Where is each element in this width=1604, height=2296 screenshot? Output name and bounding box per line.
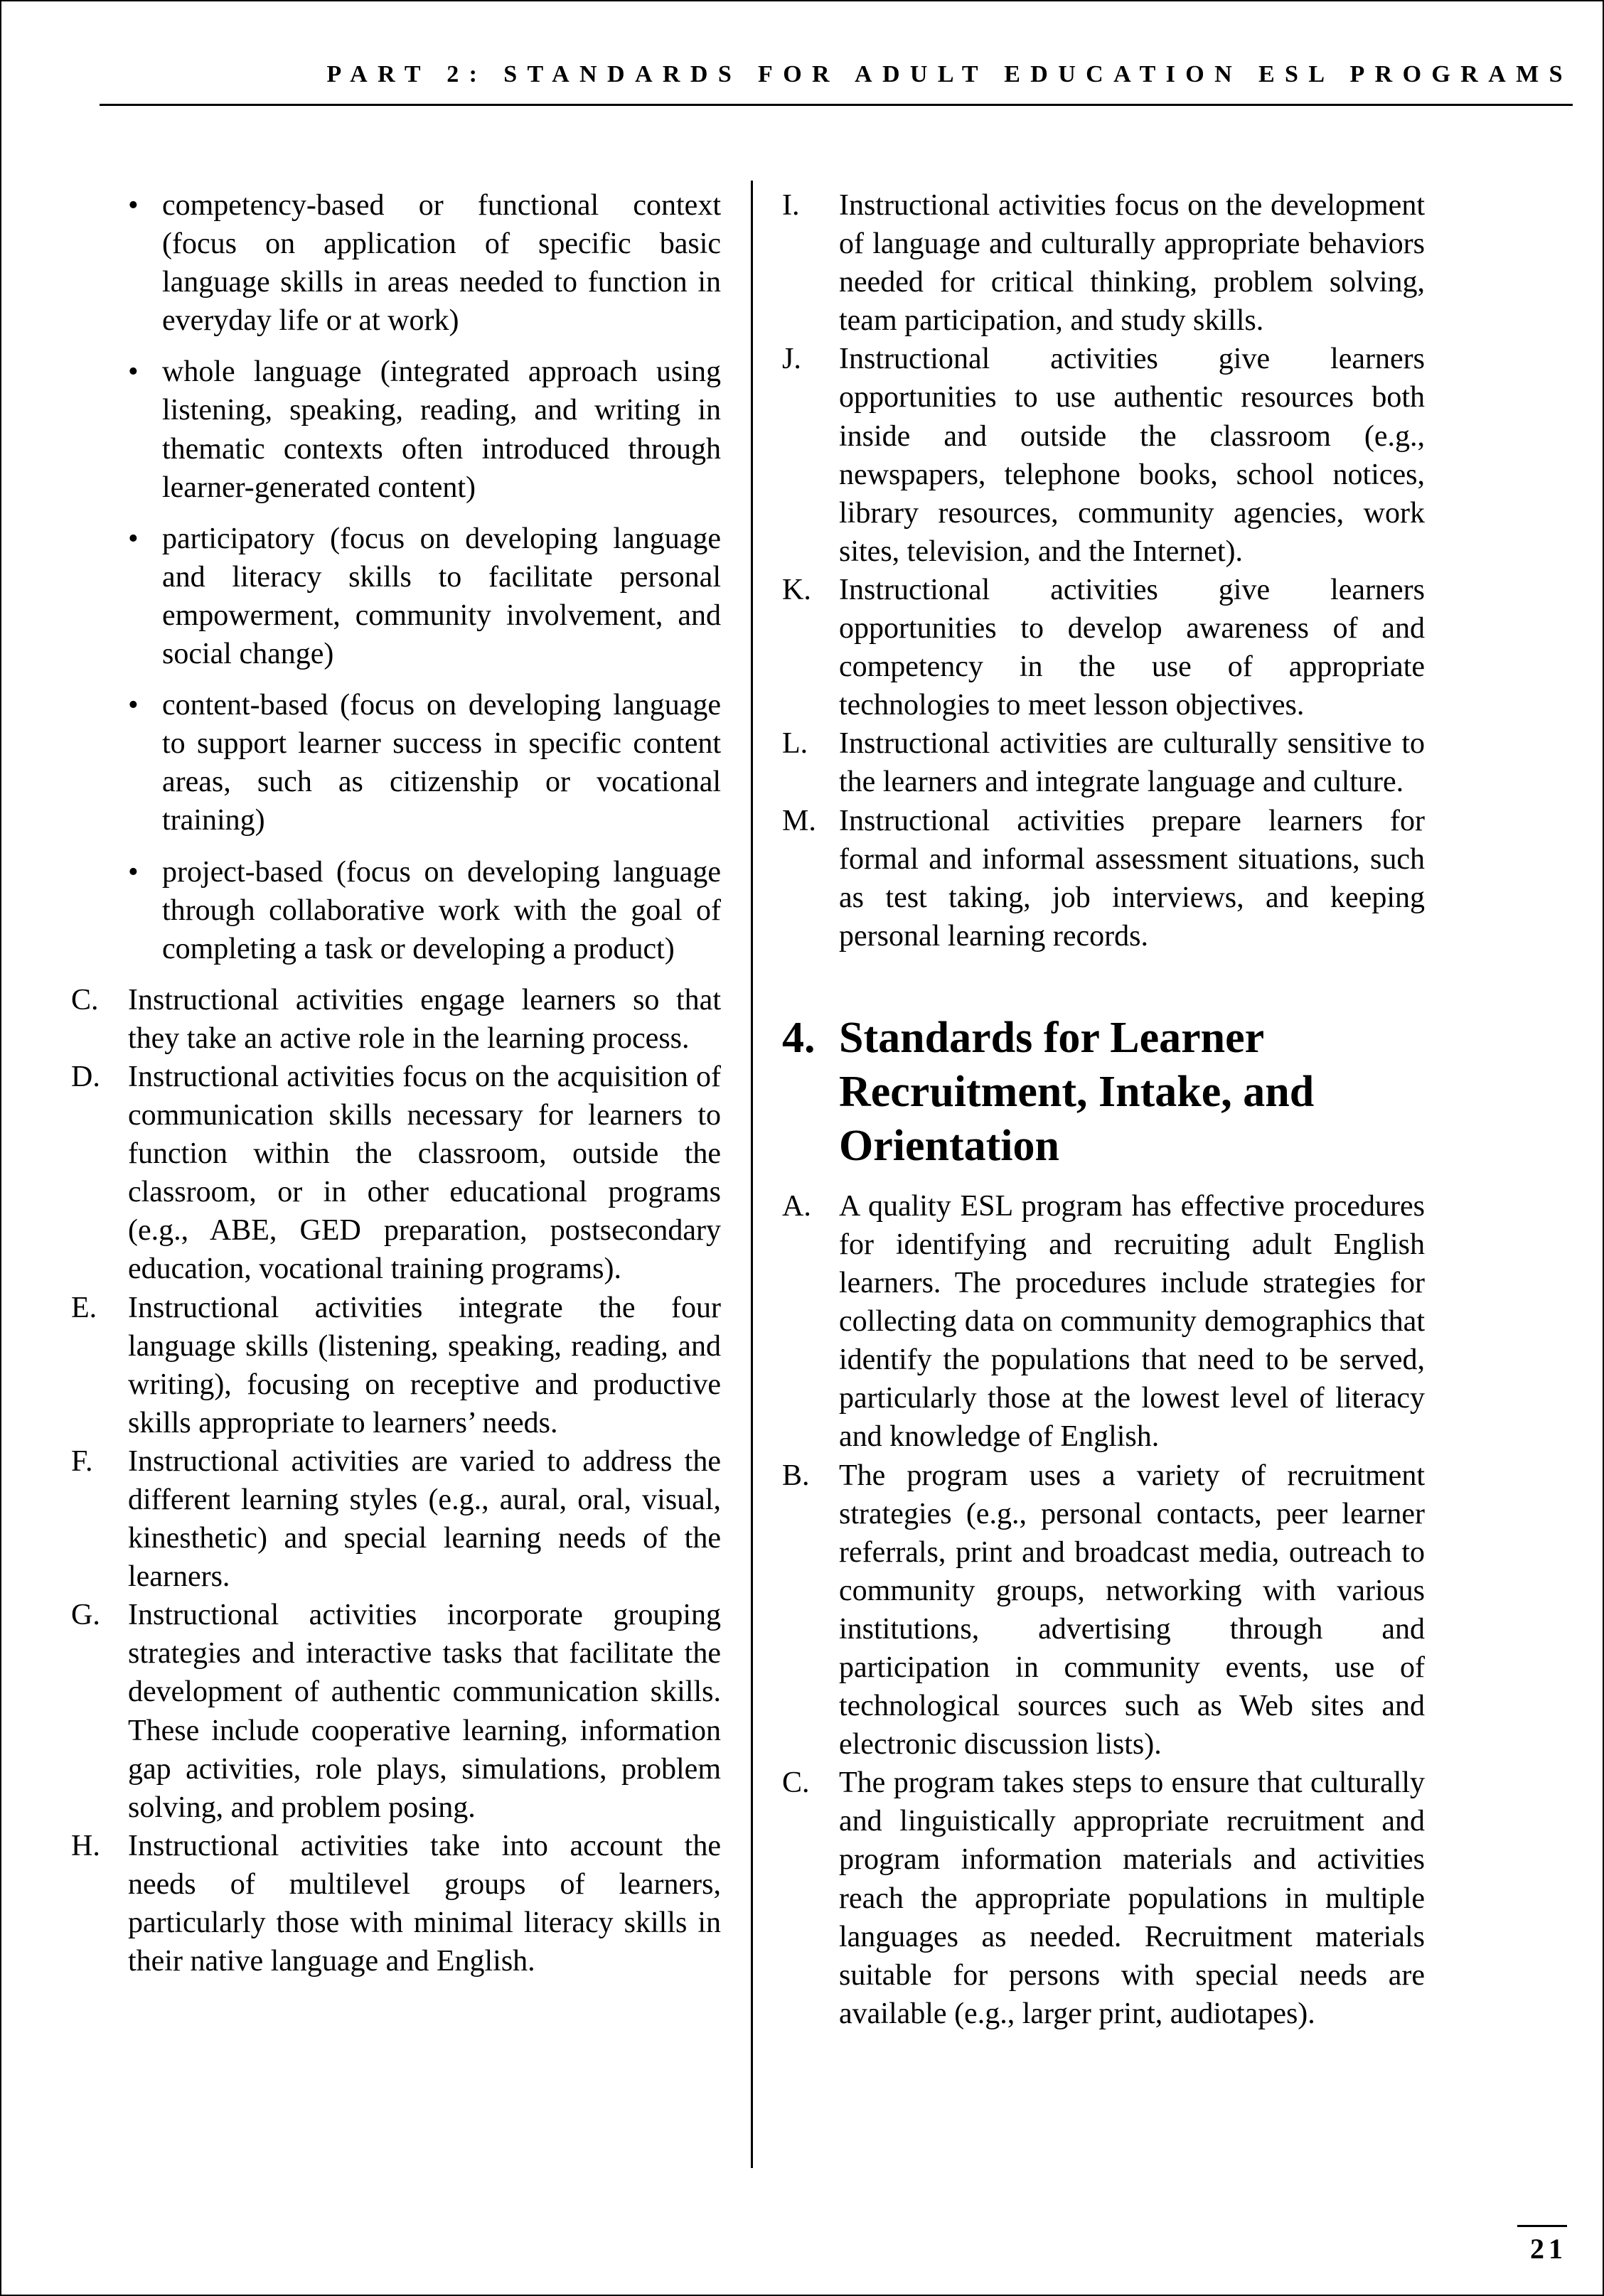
item-letter: L. [782, 727, 808, 761]
page-number: 21 [1530, 2233, 1567, 2265]
item-letter: H. [71, 1829, 100, 1862]
standard-item-c [71, 981, 721, 1058]
recruitment-item-c [782, 1764, 1425, 2033]
recruitment-item-b [782, 1457, 1425, 1764]
item-text: The program uses a variety of recruitment strategies (e.g., personal contacts, peer learner referrals, print and broadcast media, outreach to community groups, networking with various institutions, advertising through and participation in community events, use of technological sources such as Web sites and electronic discussion lists). [839, 1459, 1425, 1761]
item-text: Instructional activities give learners opportunities to develop awareness of and competency in the use of appropriate technologies to meet lesson objectives. [839, 573, 1425, 722]
bullet-text: whole language (integrated approach using listening, speaking, reading, and writing in thematic contexts often introduced through learner-generated content) [162, 355, 721, 504]
bullet-icon: • [128, 522, 139, 555]
bullet-text: competency-based or functional context (focus on application of specific basic language skills in areas needed to function in everyday life or at work) [162, 189, 721, 338]
standard-item-m [782, 802, 1425, 955]
item-letter: A. [782, 1189, 811, 1223]
right-column [782, 186, 1425, 2033]
section-title: Standards for Learner Recruitment, Intake, and Orientation [839, 1013, 1315, 1170]
running-header: PART 2: STANDARDS FOR ADULT EDUCATION ESL PROGRAMS [100, 61, 1573, 106]
bullet-item [128, 853, 721, 968]
approach-bullet-list [128, 186, 721, 968]
item-text: Instructional activities are culturally sensitive to the learners and integrate language and culture. [839, 727, 1425, 799]
item-letter: E. [71, 1291, 97, 1324]
item-letter: C. [71, 983, 99, 1016]
standard-item-j [782, 340, 1425, 571]
bullet-text: content-based (focus on developing language to support learner success in specific content areas, such as citizenship or vocational training) [162, 689, 721, 837]
item-text: Instructional activities take into account the needs of multilevel groups of learners, particularly those with minimal literacy skills in their native language and English. [128, 1829, 721, 1978]
item-text: Instructional activities are varied to address the different learning styles (e.g., aural, oral, visual, kinesthetic) and special learning needs of the learners. [128, 1444, 721, 1594]
item-letter: D. [71, 1060, 100, 1093]
column-divider [751, 181, 753, 2168]
item-letter: G. [71, 1599, 100, 1632]
standard-item-k [782, 571, 1425, 724]
item-text: Instructional activities engage learners so that they take an active role in the learning process. [128, 983, 721, 1055]
standard-item-g [71, 1596, 721, 1827]
item-letter: J. [782, 343, 801, 376]
item-letter: K. [782, 573, 811, 606]
item-text: Instructional activities focus on the acquisition of communication skills necessary for learners to function within the classroom, outside the classroom, or in other educational programs (e.g., ABE, GED preparation, postsecondary education, vocational training programs). [128, 1060, 721, 1286]
item-text: The program takes steps to ensure that culturally and linguistically appropriate recruitment and program information materials and activities reach the appropriate populations in multiple languages as needed. Recruitment materials suitable for persons with special needs are available (e.g., larger print, audiotapes). [839, 1766, 1425, 2030]
bullet-item [128, 520, 721, 673]
bullet-icon: • [128, 355, 139, 389]
item-letter: M. [782, 804, 816, 837]
bullet-item [128, 353, 721, 506]
section-heading [782, 1011, 1425, 1173]
page-number-rule [1517, 2225, 1567, 2227]
bullet-text: participatory (focus on developing language and literacy skills to facilitate personal empowerment, community involvement, and social change) [162, 522, 721, 671]
standard-item-d [71, 1058, 721, 1289]
item-text: Instructional activities prepare learners for formal and informal assessment situations, such as test taking, job interviews, and keeping personal learning records. [839, 804, 1425, 953]
item-letter: C. [782, 1766, 810, 1800]
section-number: 4. [782, 1013, 816, 1062]
bullet-icon: • [128, 189, 139, 222]
item-text: A quality ESL program has effective procedures for identifying and recruiting adult English learners. The procedures include strategies for collecting data on community demographics that identify the populations that need to be served, particularly those at the lowest level of literacy and knowledge of English. [839, 1189, 1425, 1454]
standard-item-i [782, 186, 1425, 340]
bullet-item [128, 186, 721, 340]
bullet-icon: • [128, 689, 139, 722]
item-letter: I. [782, 189, 800, 222]
item-text: Instructional activities focus on the development of language and culturally appropriate behaviors needed for critical thinking, problem solving, team participation, and study skills. [839, 189, 1425, 338]
bullet-item [128, 686, 721, 839]
item-letter: B. [782, 1459, 810, 1492]
bullet-text: project-based (focus on developing language through collaborative work with the goal of completing a task or developing a product) [162, 855, 721, 965]
standard-item-l [782, 724, 1425, 801]
item-letter: F. [71, 1444, 93, 1478]
recruitment-item-a [782, 1187, 1425, 1457]
standard-item-e [71, 1289, 721, 1442]
item-text: Instructional activities integrate the four language skills (listening, speaking, reading, and writing), focusing on receptive and productive skills appropriate to learners’ needs. [128, 1291, 721, 1439]
item-text: Instructional activities incorporate grouping strategies and interactive tasks that facilitate the development of authentic communication skills. These include cooperative learning, information gap activities, role plays, simulations, problem solving, and problem posing. [128, 1599, 721, 1824]
standard-item-h [71, 1827, 721, 1980]
left-column [71, 186, 721, 1980]
bullet-icon: • [128, 855, 139, 889]
standard-item-f [71, 1442, 721, 1596]
item-text: Instructional activities give learners opportunities to use authentic resources both inside and outside the classroom (e.g., newspapers, telephone books, school notices, library resources, community agencies, work sites, television, and the Internet). [839, 343, 1425, 568]
